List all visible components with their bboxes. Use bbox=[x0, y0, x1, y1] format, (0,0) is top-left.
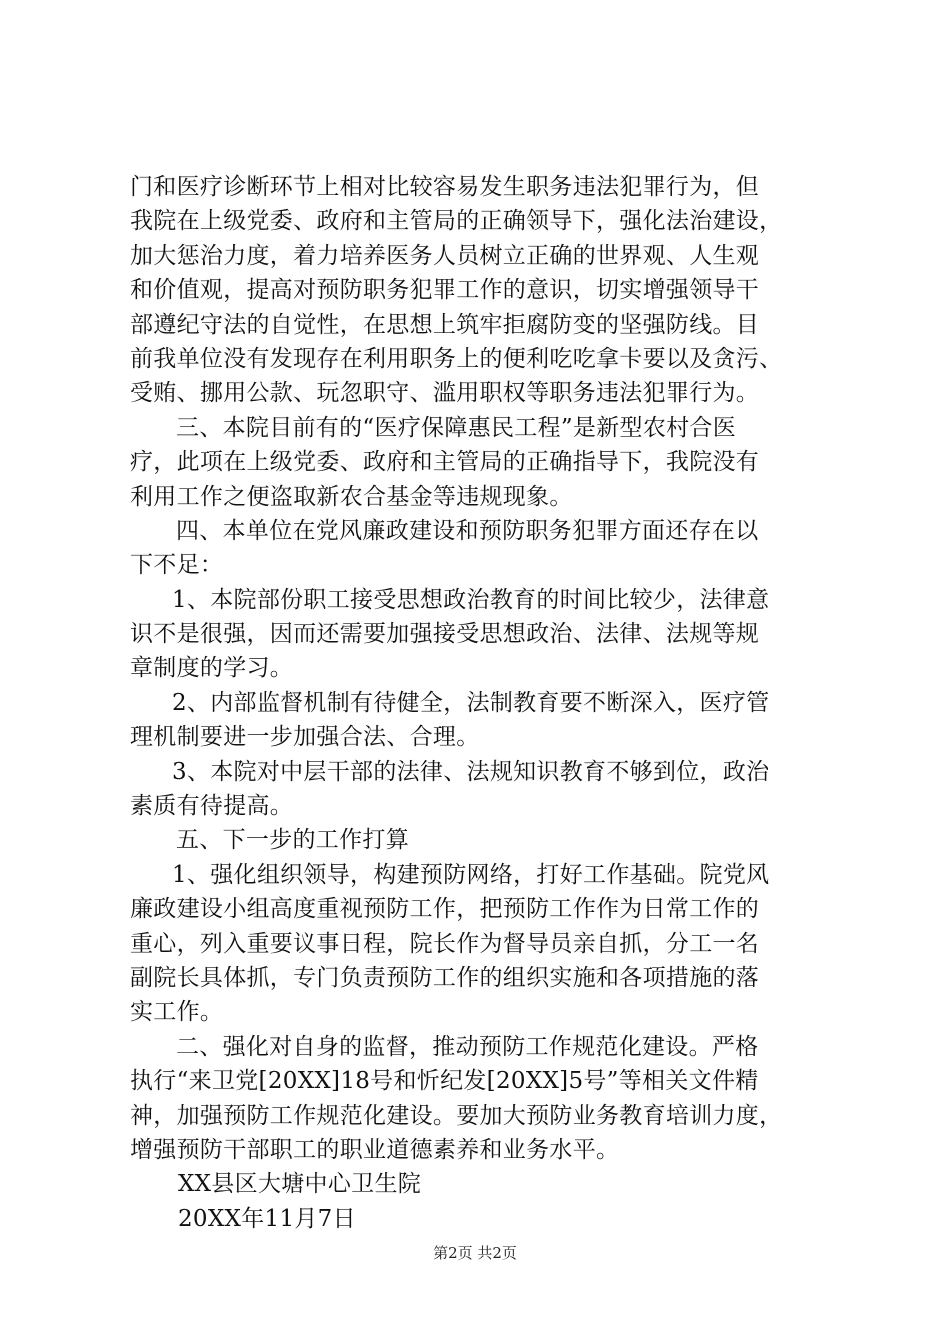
text-line: 利用工作之便盗取新农合基金等违规现象。 bbox=[130, 483, 573, 510]
text-line: 部遵纪守法的自觉性，在思想上筑牢拒腐防变的坚强防线。目 bbox=[130, 311, 760, 338]
section-heading-4: 四、本单位在党风廉政建设和预防职务犯罪方面还存在以 bbox=[176, 517, 759, 544]
text-line: 素质有待提高。 bbox=[130, 793, 294, 820]
text-line: 章制度的学习。 bbox=[130, 655, 294, 682]
text-line: 门和医疗诊断环节上相对比较容易发生职务违法犯罪行为，但 bbox=[130, 174, 760, 200]
text-line: 和价值观，提高对预防职务犯罪工作的意识，切实增强领导干 bbox=[130, 277, 760, 304]
text-line: 执行“来卫党[20XX]18号和忻纪发[20XX]5号”等相关文件精 bbox=[130, 1068, 759, 1095]
section-heading-5: 五、下一步的工作打算 bbox=[176, 827, 409, 854]
plan-item-1: 1、强化组织领导，构建预防网络，打好工作基础。院党风 bbox=[172, 861, 770, 888]
text-line: 副院长具体抓，专门负责预防工作的组织实施和各项措施的落 bbox=[130, 964, 760, 991]
text-line: 我院在上级党委、政府和主管局的正确领导下，强化法治建设， bbox=[130, 208, 783, 235]
text-line: 重心，列入重要议事日程，院长作为督导员亲自抓，分工一名 bbox=[130, 930, 760, 957]
plan-item-2: 二、强化对自身的监督，推动预防工作规范化建设。严格 bbox=[176, 1033, 759, 1060]
text-line: 识不是很强，因而还需要加强接受思想政治、法律、法规等规 bbox=[130, 621, 760, 648]
text-line: 增强预防干部职工的职业道德素养和业务水平。 bbox=[130, 1136, 620, 1163]
text-line: 前我单位没有发现存在利用职务上的便利吃吃拿卡要以及贪污、 bbox=[130, 345, 783, 372]
text-line: 廉政建设小组高度重视预防工作，把预防工作作为日常工作的 bbox=[130, 896, 760, 923]
text-line: 加大惩治力度，着力培养医务人员树立正确的世界观、人生观 bbox=[130, 242, 760, 269]
text-line: 实工作。 bbox=[130, 999, 224, 1026]
text-line: 疗，此项在上级党委、政府和主管局的正确指导下，我院没有 bbox=[130, 449, 760, 476]
signature-date: 20XX年11月7日 bbox=[178, 1205, 356, 1232]
list-item-1: 1、本院部份职工接受思想政治教育的时间比较少，法律意 bbox=[172, 586, 770, 613]
document-body bbox=[130, 170, 830, 1236]
signature-organization: XX县区大塘中心卫生院 bbox=[178, 1171, 422, 1198]
page-footer: 第2页 共2页 bbox=[433, 1244, 517, 1262]
text-line: 下不足： bbox=[130, 552, 224, 579]
list-item-3: 3、本院对中层干部的法律、法规知识教育不够到位，政治 bbox=[172, 758, 770, 785]
section-heading-3: 三、本院目前有的“医疗保障惠民工程”是新型农村合医 bbox=[176, 414, 737, 441]
text-line: 神，加强预防工作规范化建设。要加大预防业务教育培训力度， bbox=[130, 1102, 783, 1129]
text-line: 理机制要进一步加强合法、合理。 bbox=[130, 724, 480, 751]
text-line: 受贿、挪用公款、玩忽职守、滥用职权等职务违法犯罪行为。 bbox=[130, 380, 760, 407]
list-item-2: 2、内部监督机制有待健全，法制教育要不断深入，医疗管 bbox=[172, 689, 770, 716]
